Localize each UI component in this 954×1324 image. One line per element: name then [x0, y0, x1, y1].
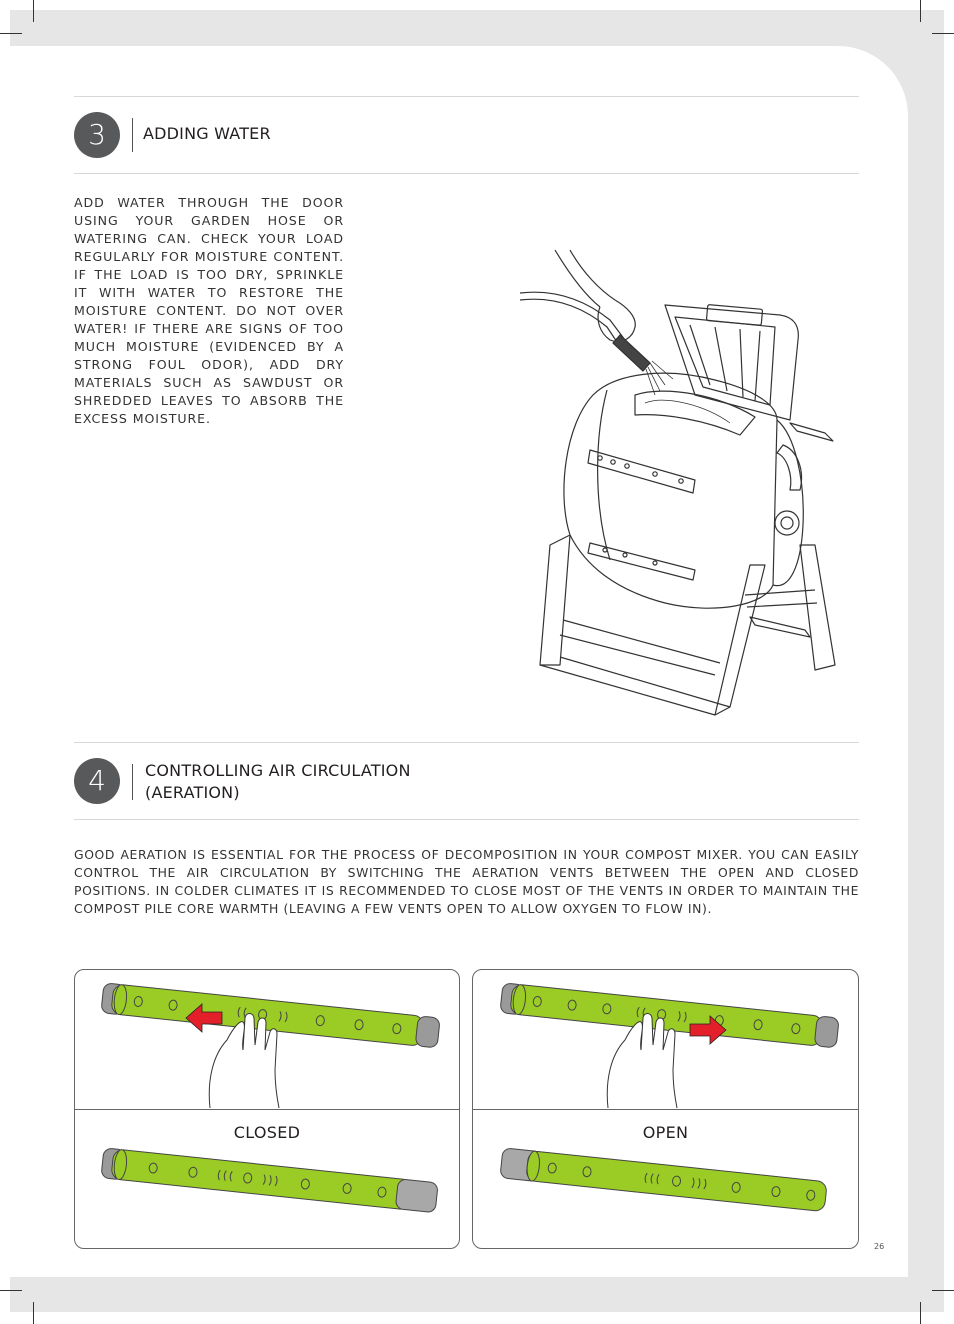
- crop-mark: [0, 33, 22, 34]
- step-number-badge: 4: [74, 758, 120, 804]
- arrow-right-icon: [686, 1016, 726, 1044]
- crop-mark: [920, 1302, 921, 1324]
- crop-mark: [33, 1302, 34, 1324]
- section-title: ADDING WATER: [143, 124, 271, 143]
- title-separator: [132, 764, 133, 800]
- title-separator: [132, 118, 133, 152]
- section-title-line: (AERATION): [145, 783, 240, 802]
- open-label: OPEN: [642, 1123, 689, 1142]
- vent-bar-icon: [96, 1155, 441, 1235]
- crop-mark: [932, 1290, 954, 1291]
- crop-mark: [0, 1290, 22, 1291]
- hand-icon: [603, 1010, 683, 1110]
- step-number-badge: 3: [74, 112, 120, 158]
- divider: [74, 819, 859, 820]
- crop-mark: [932, 33, 954, 34]
- divider: [74, 96, 859, 97]
- page-number: 26: [874, 1242, 885, 1251]
- crop-mark: [920, 0, 921, 22]
- compost-tumbler-illustration: [515, 245, 835, 725]
- section-body: ADD WATER THROUGH THE DOOR USING YOUR GARDEN HOSE OR WATERING CAN. CHECK YOUR LOAD REGULARLY FOR MOISTURE CONTENT. IF THE LOAD IS TOO DRY, SPRINKLE IT WITH WATER TO RESTORE THE MOISTURE CONTENT. DO NOT OVER WATER! IF THERE ARE SIGNS OF TOO MUCH MOISTURE (EVIDENCED BY A STRONG FOUL ODOR), ADD DRY MATERIALS SUCH AS SAWDUST OR SHREDDED LEAVES TO ABSORB THE EXCESS MOISTURE.: [74, 195, 344, 426]
- closed-label: CLOSED: [233, 1123, 301, 1142]
- crop-mark: [33, 0, 34, 22]
- section-title-line: CONTROLLING AIR CIRCULATION: [145, 761, 411, 780]
- vent-bar-icon: [495, 1155, 840, 1235]
- section-title: [145, 760, 411, 804]
- divider: [74, 173, 859, 174]
- hand-icon: [205, 1010, 285, 1110]
- divider: [74, 742, 859, 743]
- section-body: GOOD AERATION IS ESSENTIAL FOR THE PROCESS OF DECOMPOSITION IN YOUR COMPOST MIXER. YOU CAN EASILY CONTROL THE AIR CIRCULATION BY SWITCHING THE AERATION VENTS BETWEEN THE OPEN AND CLOSED POSITIONS. IN COLDER CLIMATES IT IS RECOMMENDED TO CLOSE MOST OF THE VENTS IN ORDER TO MAINTAIN THE COMPOST PILE CORE WARMTH (LEAVING A FEW VENTS OPEN TO ALLOW OXYGEN TO FLOW IN).: [74, 847, 859, 916]
